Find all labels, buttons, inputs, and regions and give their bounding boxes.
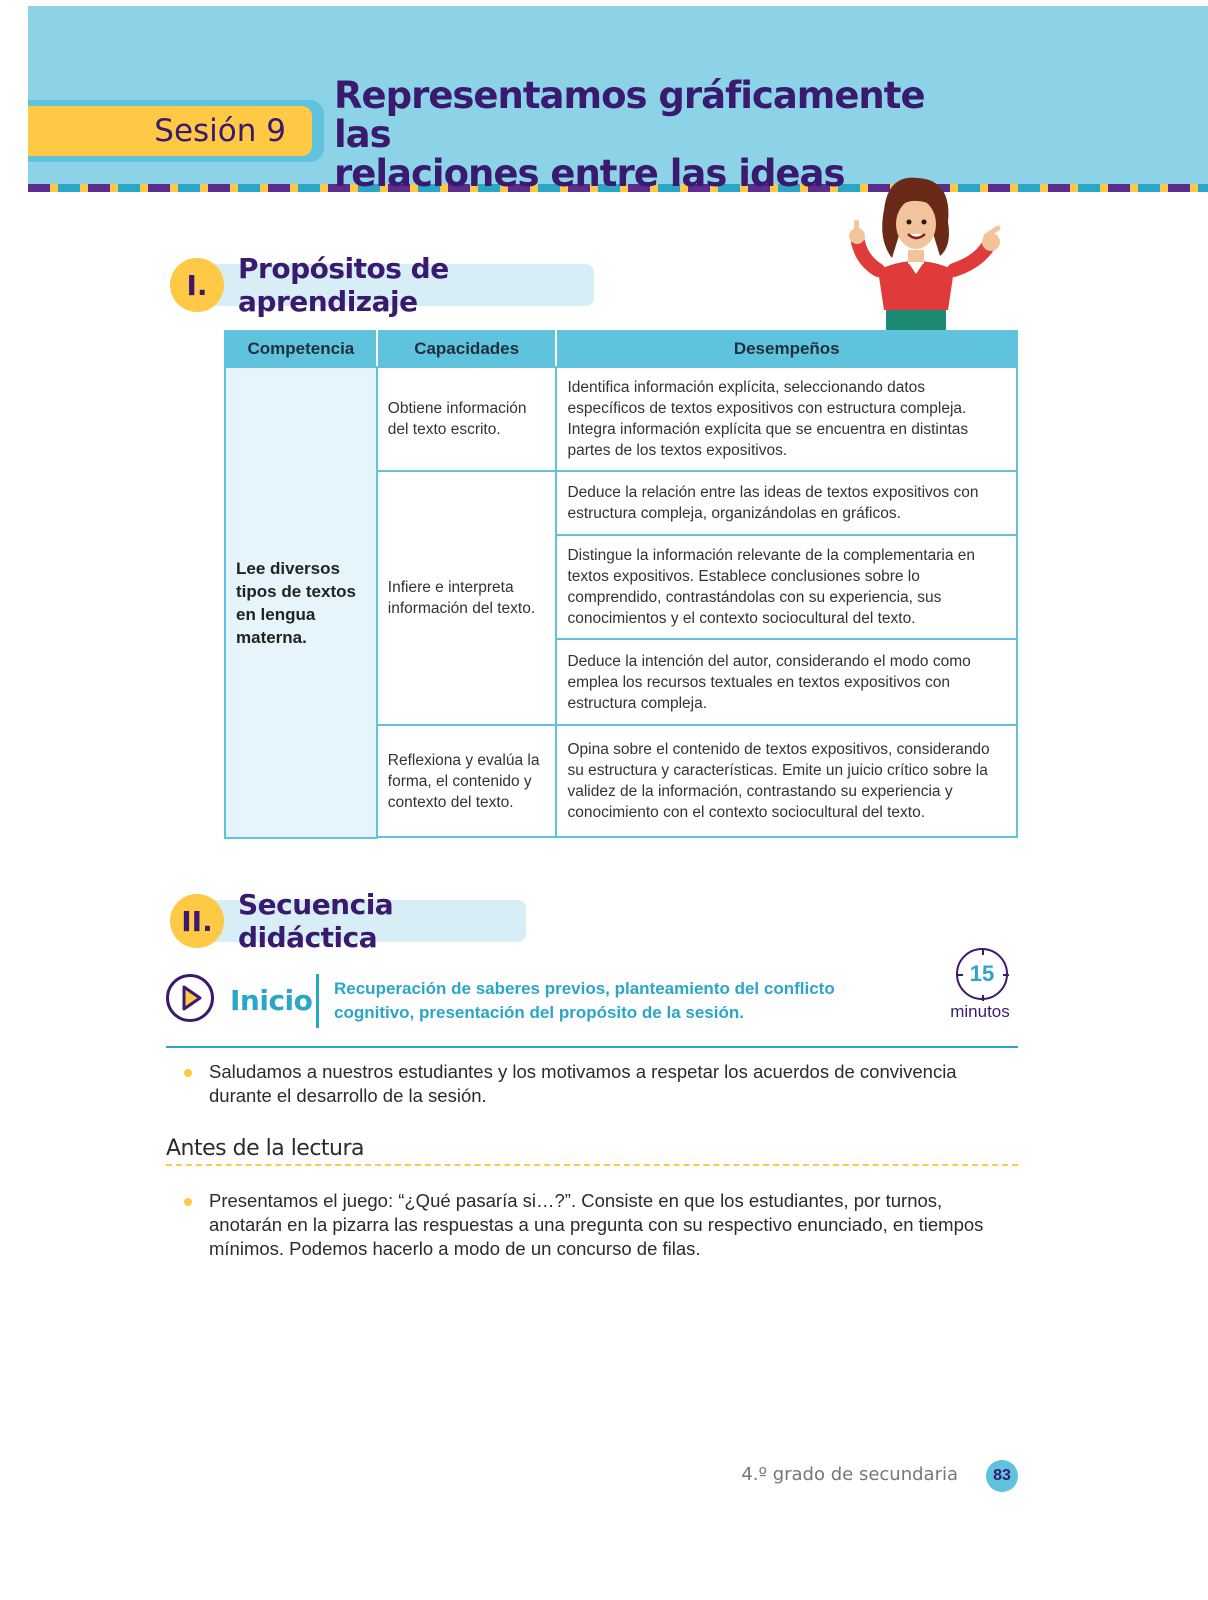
inicio-description: Recuperación de saberes previos, planteamiento del conflicto cognitivo, presentación del propósito de la sesión. — [334, 979, 835, 1022]
bullet-item: Saludamos a nuestros estudiantes y los motivamos a respetar los acuerdos de convivencia durante el desarrollo de la sesión. — [184, 1060, 1018, 1108]
section-heading-1 — [170, 252, 594, 318]
section-title-1: Propósitos de aprendizaje — [214, 264, 594, 306]
capacidad-cell: Infiere e interpreta información del texto. — [377, 471, 557, 725]
play-icon — [166, 974, 214, 1022]
subheading-antes-lectura: Antes de la lectura — [166, 1136, 365, 1161]
desempeno-cell: Distingue la información relevante de la complementaria en textos expositivos. Establece conclusiones sobre lo comprendido, contrastándolas con su experiencia, sus conocimientos y el contexto sociocultural del texto. — [556, 535, 1017, 639]
table-header-desempenos: Desempeños — [556, 331, 1017, 367]
teacher-illustration — [848, 170, 1008, 330]
table-row — [225, 367, 1017, 471]
section-number-2: II. — [170, 894, 224, 948]
section-heading-2 — [170, 888, 526, 954]
capacidad-cell: Obtiene información del texto escrito. — [377, 367, 557, 471]
timer-value: 15 — [969, 961, 995, 986]
timer-unit: minutos — [950, 1002, 1010, 1021]
section-number-1: I. — [170, 258, 224, 312]
learning-purposes-table — [224, 330, 1018, 839]
subheading-rule — [166, 1164, 1018, 1166]
section-title-2: Secuencia didáctica — [214, 900, 526, 942]
competencia-cell: Lee diversos tipos de textos en lengua materna. — [225, 367, 377, 838]
timer-icon — [956, 948, 1008, 1000]
page-title-line2: relaciones entre las ideas — [334, 152, 845, 195]
footer-grade: 4.º grado de secundaria — [741, 1464, 958, 1485]
session-label: Sesión 9 — [154, 113, 286, 149]
table-header-competencia: Competencia — [225, 331, 377, 367]
page-number: 83 — [986, 1460, 1018, 1492]
inicio-label: Inicio — [230, 984, 313, 1017]
desempeno-cell: Deduce la relación entre las ideas de textos expositivos con estructura compleja, organizándolas en gráficos. — [556, 471, 1017, 535]
page-title-line1: Representamos gráficamente las — [334, 74, 925, 156]
inicio-divider — [316, 974, 319, 1028]
bullet-item: Presentamos el juego: “¿Qué pasaría si…?”. Consiste en que los estudiantes, por turnos, anotarán en la pizarra las respuestas a una pregunta con su respectivo enunciado, en tiempos mínimos. Podemos hacerlo a modo de un concurso de filas. — [184, 1189, 1018, 1261]
table-header-capacidades: Capacidades — [377, 331, 557, 367]
table-header-row — [225, 331, 1017, 367]
inicio-rule — [166, 1046, 1018, 1048]
desempeno-cell: Deduce la intención del autor, considerando el modo como emplea los recursos textuales en textos expositivos con estructura compleja. — [556, 639, 1017, 725]
desempeno-cell: Opina sobre el contenido de textos expositivos, considerando su estructura y características. Emite un juicio crítico sobre la validez de la información, contrastando su experiencia y conocimiento con el contexto sociocultural del texto. — [556, 725, 1017, 837]
capacidad-cell: Reflexiona y evalúa la forma, el contenido y contexto del texto. — [377, 725, 557, 837]
session-tab — [28, 106, 312, 156]
desempeno-cell: Identifica información explícita, seleccionando datos específicos de textos expositivos con estructura compleja. Integra información explícita que se encuentra en distintas partes de los textos expositivos. — [556, 367, 1017, 471]
